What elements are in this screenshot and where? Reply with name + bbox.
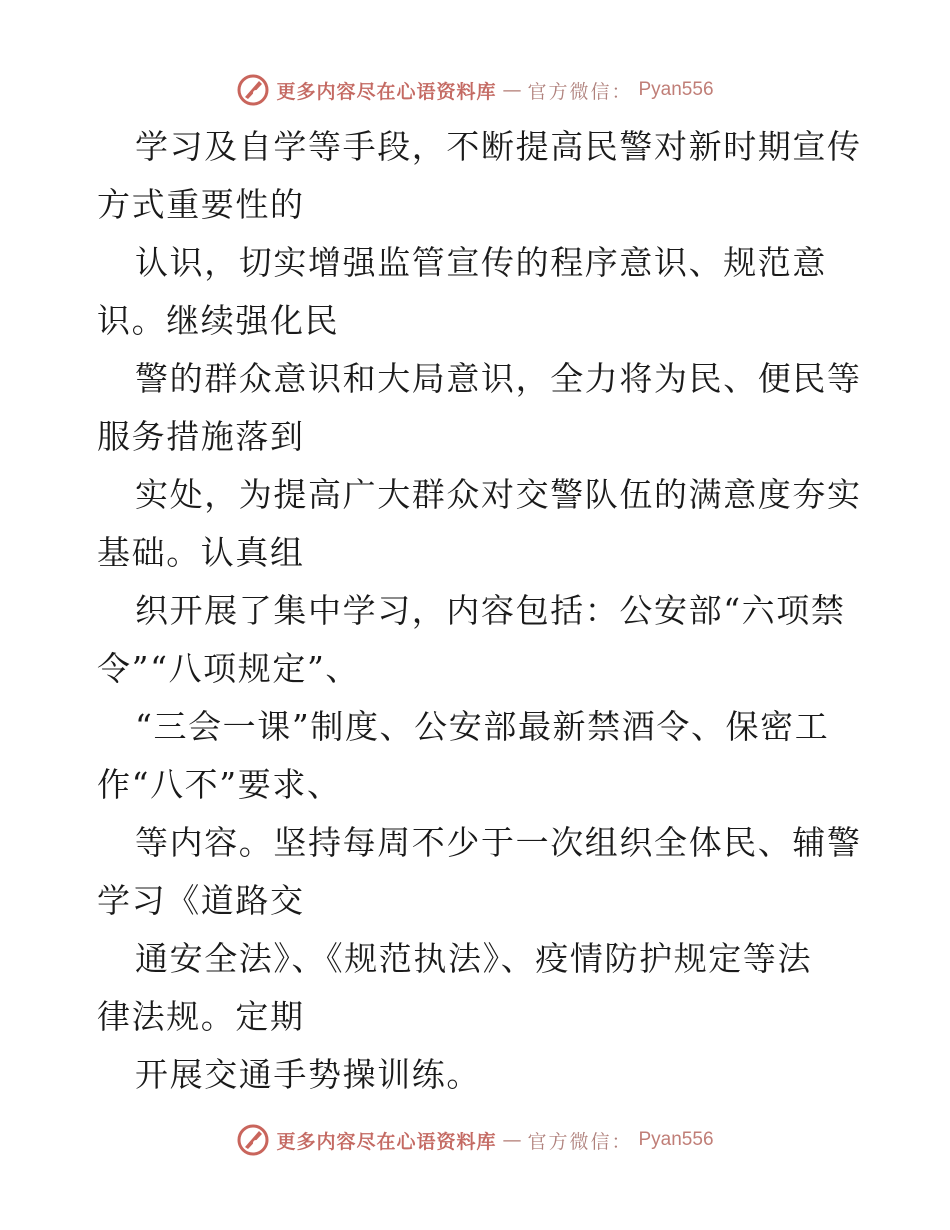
quill-seal-icon bbox=[236, 73, 270, 107]
wechat-id: Pyan556 bbox=[638, 1129, 714, 1150]
text-line: 织开展了集中学习，内容包括：公安部“六项禁 bbox=[135, 591, 846, 630]
wechat-label: 官方微信： bbox=[527, 80, 633, 103]
header-watermark bbox=[0, 72, 950, 108]
text-line: 认识，切实增强监管宣传的程序意识、规范意 bbox=[135, 243, 827, 282]
document-body bbox=[97, 118, 862, 1104]
text-line: 令”“八项规定”、 bbox=[97, 649, 361, 688]
text-line: 开展交通手势操训练。 bbox=[135, 1055, 481, 1094]
text-line: 服务措施落到 bbox=[97, 417, 305, 456]
separator: — bbox=[502, 1129, 522, 1151]
text-line: 学习《道路交 bbox=[97, 881, 305, 920]
text-line: 作“八不”要求、 bbox=[97, 765, 342, 804]
text-line: 基础。认真组 bbox=[97, 533, 305, 572]
site-name: 更多内容尽在心语资料库 bbox=[276, 1130, 497, 1153]
text-line: 实处，为提高广大群众对交警队伍的满意度夯实 bbox=[135, 475, 862, 514]
separator: — bbox=[502, 79, 522, 101]
wechat-id: Pyan556 bbox=[638, 79, 714, 100]
text-line: 律法规。定期 bbox=[97, 997, 305, 1036]
text-line: 警的群众意识和大局意识，全力将为民、便民等 bbox=[135, 359, 862, 398]
footer-watermark bbox=[0, 1122, 950, 1158]
text-line: 等内容。坚持每周不少于一次组织全体民、辅警 bbox=[135, 823, 862, 862]
site-name: 更多内容尽在心语资料库 bbox=[276, 80, 497, 103]
quill-seal-icon bbox=[236, 1123, 270, 1157]
text-line: 识。继续强化民 bbox=[97, 301, 340, 340]
text-line: 通安全法》、《规范执法》、疫情防护规定等法 bbox=[135, 939, 813, 978]
wechat-label: 官方微信： bbox=[527, 1130, 633, 1153]
text-line: 学习及自学等手段，不断提高民警对新时期宣传 bbox=[135, 127, 862, 166]
text-line: 方式重要性的 bbox=[97, 185, 305, 224]
text-line: “三会一课”制度、公安部最新禁酒令、保密工 bbox=[135, 707, 830, 746]
